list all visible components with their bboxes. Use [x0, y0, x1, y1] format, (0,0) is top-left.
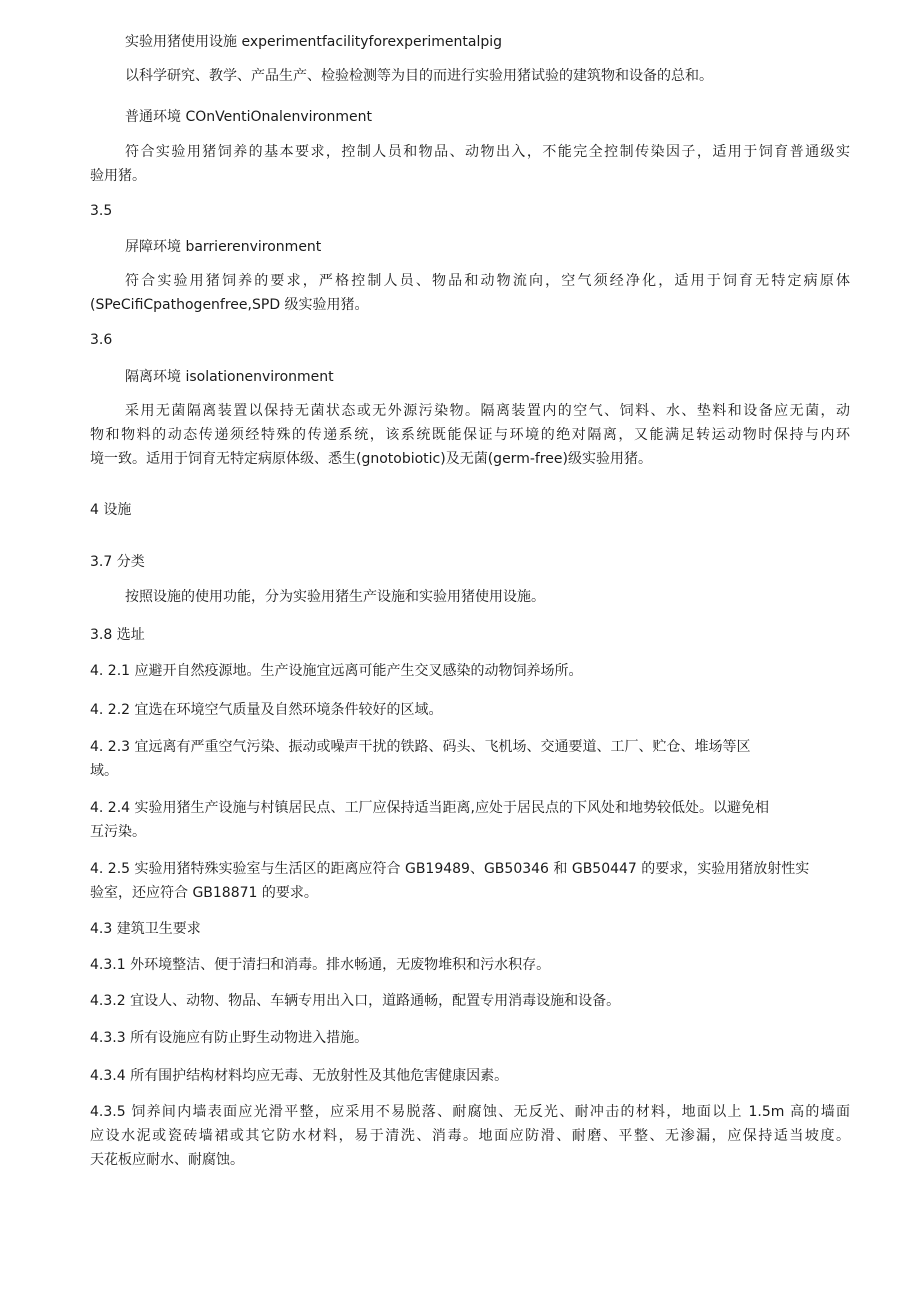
clause-item: 4.3.1 外环境整洁、便于清扫和消毒。排水畅通，无废物堆积和污水积存。	[90, 957, 551, 973]
term-heading-conventional: 普通环境 COnVentiOnalenvironment	[125, 109, 372, 125]
clause-item: 4.3.3 所有设施应有防止野生动物进入措施。	[90, 1030, 369, 1046]
clause-item: 4. 2.3 宜远离有严重空气污染、振动或噪声干扰的铁路、码头、飞机场、交通要道、工厂、贮仓、堆场等区	[90, 739, 751, 755]
term-heading-facility-use: 实验用猪使用设施 experimentfacilityforexperimentalpig	[125, 34, 502, 50]
clause-item: 4. 2.4 实验用猪生产设施与村镇居民点、工厂应保持适当距离,应处于居民点的下风处和地势较低处。以避免相	[90, 800, 769, 816]
chapter-heading: 4 设施	[90, 502, 132, 518]
term-heading-barrier: 屏障环境 barrierenvironment	[125, 239, 322, 255]
term-definition: 采用无菌隔离装置以保持无菌状态或无外源污染物。隔离装置内的空气、饲料、水、垫料和设备应无菌，动	[125, 403, 850, 419]
clause-item: 4. 2.1 应避开自然疫源地。生产设施宜远离可能产生交叉感染的动物饲养场所。	[90, 663, 583, 679]
clause-item-cont: 域。	[90, 763, 118, 779]
clause-item-cont: 天花板应耐水、耐腐蚀。	[90, 1152, 244, 1168]
clause-item-cont: 验室，还应符合 GB18871 的要求。	[90, 885, 318, 901]
clause-item: 4.3.5 饲养间内墙表面应光滑平整，应采用不易脱落、耐腐蚀、无反光、耐冲击的材料，地面以上 1.5m 高的墙面	[90, 1104, 850, 1120]
term-heading-isolation: 隔离环境 isolationenvironment	[125, 369, 334, 385]
section-heading: 3.8 选址	[90, 627, 145, 643]
clause-item: 4. 2.2 宜选在环境空气质量及自然环境条件较好的区域。	[90, 702, 443, 718]
section-number: 3.6	[90, 332, 113, 348]
section-number: 3.5	[90, 203, 113, 219]
subsection-heading: 4.3 建筑卫生要求	[90, 921, 201, 937]
term-definition-cont: 物和物料的动态传递须经特殊的传递系统，该系统既能保证与环境的绝对隔离，又能满足转运动物时保持与内环	[90, 427, 850, 443]
term-definition-cont: 验用猪。	[90, 168, 146, 184]
clause-item-cont: 应设水泥或瓷砖墙裙或其它防水材料，易于清洗、消毒。地面应防滑、耐磨、平整、无渗漏，应保持适当坡度。	[90, 1128, 850, 1144]
term-definition: 以科学研究、教学、产品生产、检验检测等为目的而进行实验用猪试验的建筑物和设备的总和。	[125, 68, 713, 84]
clause-item: 4.3.4 所有围护结构材料均应无毒、无放射性及其他危害健康因素。	[90, 1068, 509, 1084]
term-definition-cont: (SPeCifiCpathogenfree,SPD 级实验用猪。	[90, 297, 369, 313]
paragraph: 按照设施的使用功能，分为实验用猪生产设施和实验用猪使用设施。	[125, 589, 545, 605]
term-definition: 符合实验用猪饲养的基本要求，控制人员和物品、动物出入，不能完全控制传染因子，适用于饲育普通级实	[125, 144, 850, 160]
clause-item: 4.3.2 宜设人、动物、物品、车辆专用出入口，道路通畅，配置专用消毒设施和设备。	[90, 993, 621, 1009]
clause-item-cont: 互污染。	[90, 824, 146, 840]
section-heading: 3.7 分类	[90, 554, 145, 570]
clause-item: 4. 2.5 实验用猪特殊实验室与生活区的距离应符合 GB19489、GB50346 和 GB50447 的要求，实验用猪放射性实	[90, 861, 810, 877]
term-definition: 符合实验用猪饲养的要求，严格控制人员、物品和动物流向，空气须经净化，适用于饲育无特定病原体	[125, 273, 850, 289]
term-definition-cont: 境一致。适用于饲育无特定病原体级、悉生(gnotobiotic)及无菌(germ-free)级实验用猪。	[90, 451, 652, 467]
